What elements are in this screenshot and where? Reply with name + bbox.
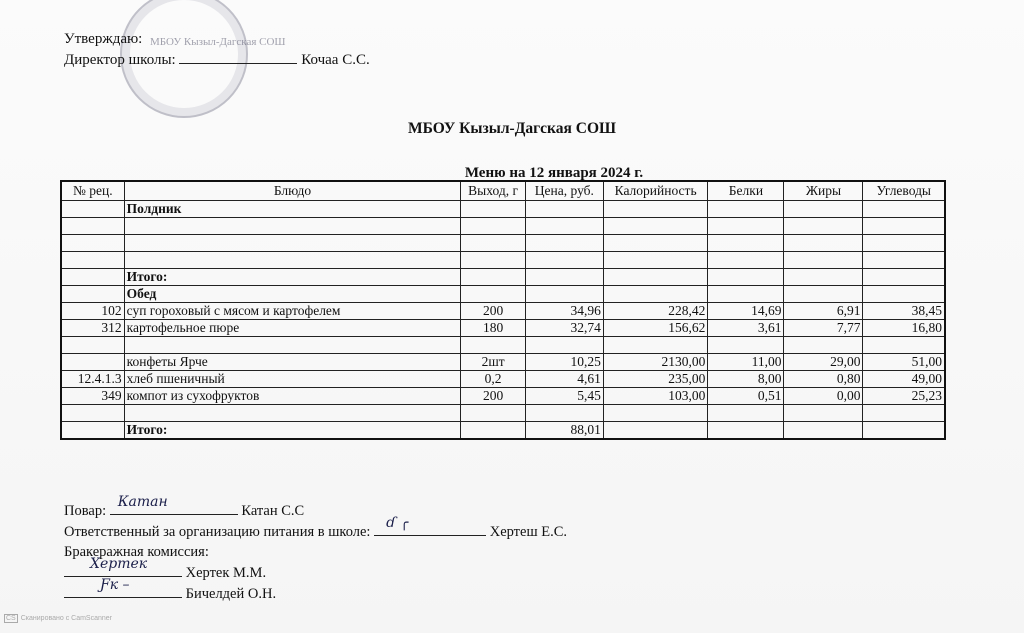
cell-recipe-no: [61, 269, 124, 286]
cell-calories: 235,00: [603, 371, 708, 388]
cell-protein: 3,61: [708, 320, 784, 337]
commission-label: Бракеражная комиссия:: [64, 544, 209, 560]
cell-carbs: [863, 286, 945, 303]
cell-calories: [603, 235, 708, 252]
cell-yield: [461, 286, 526, 303]
cell-calories: 103,00: [603, 388, 708, 405]
table-row: [61, 303, 945, 320]
cell-protein: 0,51: [708, 388, 784, 405]
cell-recipe-no: 312: [61, 320, 124, 337]
table-row: [61, 405, 945, 422]
cell-fat: [784, 269, 863, 286]
approve-label: Утверждаю:: [64, 31, 143, 47]
cell-protein: [708, 201, 784, 218]
cell-fat: [784, 218, 863, 235]
table-row: [61, 286, 945, 303]
cell-price: 5,45: [525, 388, 603, 405]
table-row: [61, 235, 945, 252]
cell-recipe-no: [61, 218, 124, 235]
cell-calories: 2130,00: [603, 354, 708, 371]
cell-fat: 7,77: [784, 320, 863, 337]
menu-title: Меню на 12 января 2024 г.: [464, 165, 644, 181]
scanner-text: Сканировано с CamScanner: [20, 615, 112, 622]
cell-calories: [603, 269, 708, 286]
cell-carbs: [863, 201, 945, 218]
cell-recipe-no: 349: [61, 388, 124, 405]
cell-recipe-no: 12.4.1.3: [61, 371, 124, 388]
cell-calories: [603, 252, 708, 269]
header-carbs: Углеводы: [863, 181, 945, 201]
header-recipe-no: № рец.: [61, 181, 124, 201]
member2-signature-line: [64, 577, 182, 598]
director-signature-line: [179, 49, 297, 64]
cell-protein: [708, 252, 784, 269]
table-row: [61, 337, 945, 354]
cell-calories: [603, 201, 708, 218]
stamp-text: МБОУ Кызыл-Дагская СОШ: [150, 36, 286, 48]
responsible-label: Ответственный за организацию питания в школе:: [64, 524, 371, 540]
cell-protein: 8,00: [708, 371, 784, 388]
cell-carbs: 16,80: [863, 320, 945, 337]
cell-dish: Итого:: [124, 269, 461, 286]
cell-recipe-no: [61, 201, 124, 218]
cell-protein: [708, 235, 784, 252]
cell-calories: [603, 286, 708, 303]
cell-yield: 200: [461, 388, 526, 405]
cell-protein: 14,69: [708, 303, 784, 320]
header-calories: Калорийность: [603, 181, 708, 201]
cell-yield: [461, 405, 526, 422]
cell-protein: [708, 405, 784, 422]
member1-signature: Хертек: [90, 556, 148, 572]
cook-signature-line: [110, 494, 238, 515]
cell-protein: [708, 286, 784, 303]
signatures-block: [64, 494, 568, 604]
cell-recipe-no: 102: [61, 303, 124, 320]
cell-yield: 0,2: [461, 371, 526, 388]
commission-member-2: [64, 577, 567, 604]
director-name: Кочаа С.С.: [301, 52, 370, 68]
header-protein: Белки: [708, 181, 784, 201]
responsible-signature-line: [374, 515, 486, 536]
cell-calories: [603, 422, 708, 440]
cell-yield: 2шт: [461, 354, 526, 371]
cell-fat: [784, 201, 863, 218]
school-title: МБОУ Кызыл-Дагская СОШ: [407, 120, 617, 137]
cell-carbs: [863, 337, 945, 354]
cell-dish: [124, 337, 461, 354]
table-row: [61, 320, 945, 337]
cell-fat: 29,00: [784, 354, 863, 371]
cell-fat: [784, 405, 863, 422]
responsible-signature-mark: ɗ ╭: [386, 515, 409, 531]
table-row: [61, 201, 945, 218]
camscanner-logo-icon: CS: [6, 615, 16, 622]
cook-line: [64, 494, 567, 521]
table-row: [61, 422, 945, 440]
cell-yield: [461, 218, 526, 235]
member1-name: Хертек М.М.: [185, 565, 267, 581]
cell-recipe-no: [61, 286, 124, 303]
cell-dish: конфеты Ярче: [124, 354, 461, 371]
responsible-name: Хертеш Е.С.: [489, 524, 568, 540]
cell-yield: [461, 201, 526, 218]
cell-fat: [784, 252, 863, 269]
commission-member-1: [64, 556, 567, 583]
approval-block: [64, 30, 370, 70]
header-yield: Выход, г: [461, 181, 526, 201]
scanner-watermark: [4, 614, 112, 623]
table-row: [61, 388, 945, 405]
cell-protein: [708, 269, 784, 286]
cell-recipe-no: [61, 252, 124, 269]
cell-yield: [461, 337, 526, 354]
cell-calories: [603, 218, 708, 235]
cell-dish: [124, 252, 461, 269]
cell-recipe-no: [61, 405, 124, 422]
cell-price: 4,61: [525, 371, 603, 388]
member2-name: Бичелдей О.Н.: [185, 586, 277, 602]
table-row: [61, 218, 945, 235]
director-label: Директор школы:: [64, 52, 176, 68]
cell-carbs: [863, 405, 945, 422]
cell-protein: 11,00: [708, 354, 784, 371]
menu-table: [60, 180, 946, 440]
cell-calories: [603, 405, 708, 422]
cell-dish: хлеб пшеничный: [124, 371, 461, 388]
header-fat: Жиры: [784, 181, 863, 201]
table-row: [61, 252, 945, 269]
director-line: [64, 49, 370, 70]
cell-price: [525, 286, 603, 303]
cell-carbs: 38,45: [863, 303, 945, 320]
cell-fat: [784, 286, 863, 303]
cell-fat: 0,80: [784, 371, 863, 388]
cell-price: 88,01: [525, 422, 603, 440]
cell-fat: 0,00: [784, 388, 863, 405]
table-header-row: [61, 181, 945, 201]
cell-protein: [708, 422, 784, 440]
cell-yield: 200: [461, 303, 526, 320]
cell-recipe-no: [61, 235, 124, 252]
cell-fat: 6,91: [784, 303, 863, 320]
cell-carbs: 51,00: [863, 354, 945, 371]
cell-calories: 156,62: [603, 320, 708, 337]
cell-carbs: [863, 218, 945, 235]
cell-dish: Полдник: [124, 201, 461, 218]
cell-price: [525, 201, 603, 218]
cell-price: [525, 405, 603, 422]
cell-protein: [708, 218, 784, 235]
cell-carbs: [863, 252, 945, 269]
cell-carbs: [863, 235, 945, 252]
cell-recipe-no: [61, 422, 124, 440]
cell-recipe-no: [61, 337, 124, 354]
table-row: [61, 354, 945, 371]
header-price: Цена, руб.: [525, 181, 603, 201]
cook-label: Повар:: [64, 503, 107, 519]
cell-dish: Обед: [124, 286, 461, 303]
table-row: [61, 371, 945, 388]
cell-price: 32,74: [525, 320, 603, 337]
cell-carbs: [863, 269, 945, 286]
cell-price: 34,96: [525, 303, 603, 320]
cell-dish: Итого:: [124, 422, 461, 440]
cell-calories: [603, 337, 708, 354]
cell-protein: [708, 337, 784, 354]
cell-dish: [124, 235, 461, 252]
header-dish: Блюдо: [124, 181, 461, 201]
cook-name: Катан С.С: [241, 503, 305, 519]
table-row: [61, 269, 945, 286]
cell-dish: [124, 405, 461, 422]
cell-yield: 180: [461, 320, 526, 337]
cell-carbs: 49,00: [863, 371, 945, 388]
responsible-line: [64, 515, 568, 542]
cell-dish: [124, 218, 461, 235]
cell-yield: [461, 422, 526, 440]
cell-price: 10,25: [525, 354, 603, 371]
cell-calories: 228,42: [603, 303, 708, 320]
cell-dish: компот из сухофруктов: [124, 388, 461, 405]
cell-carbs: 25,23: [863, 388, 945, 405]
cell-price: [525, 337, 603, 354]
cell-fat: [784, 422, 863, 440]
cell-fat: [784, 337, 863, 354]
cell-yield: [461, 269, 526, 286]
cell-yield: [461, 235, 526, 252]
cell-price: [525, 218, 603, 235]
cell-price: [525, 235, 603, 252]
cell-dish: картофельное пюре: [124, 320, 461, 337]
cell-yield: [461, 252, 526, 269]
cell-dish: суп гороховый с мясом и картофелем: [124, 303, 461, 320]
cook-signature: Катан: [117, 494, 168, 510]
cell-price: [525, 269, 603, 286]
cell-recipe-no: [61, 354, 124, 371]
member2-signature-mark: Ƒк –: [100, 577, 130, 593]
cell-fat: [784, 235, 863, 252]
cell-price: [525, 252, 603, 269]
cell-carbs: [863, 422, 945, 440]
